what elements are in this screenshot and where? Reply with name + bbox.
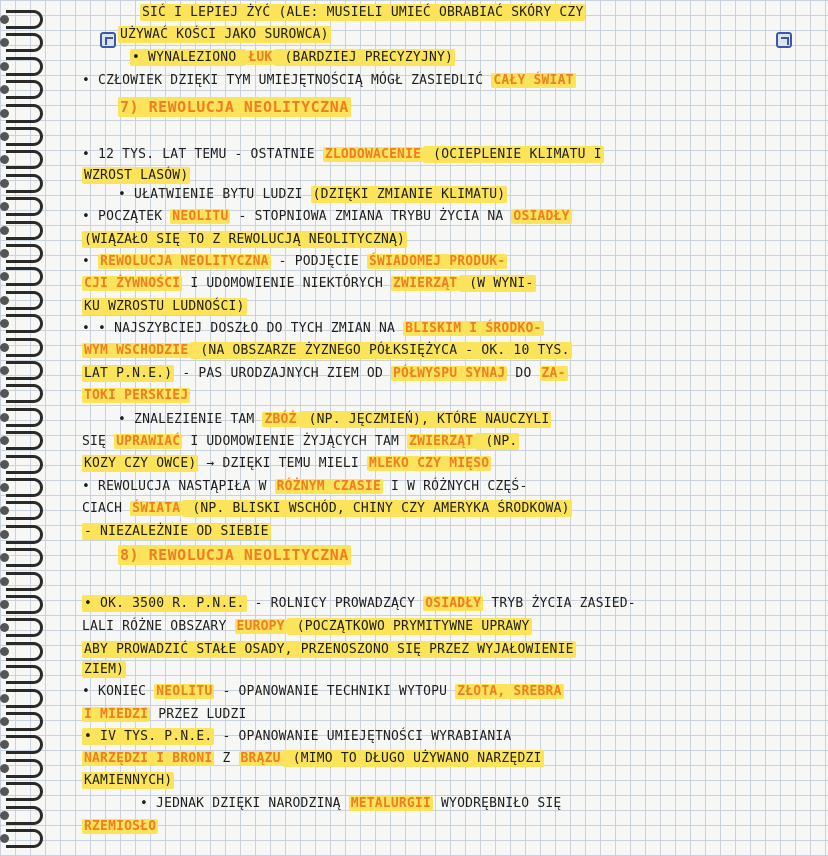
keyword-highlight: ZBÓŻ — [264, 412, 297, 427]
note-text: SIĘ — [82, 434, 115, 449]
spiral-ring — [6, 735, 43, 754]
note-text: PRZEZ LUDZI — [150, 707, 247, 722]
spiral-ring — [6, 408, 43, 427]
spiral-ring — [6, 33, 43, 52]
note-text: • — [82, 254, 99, 269]
spiral-ring — [6, 665, 43, 684]
keyword-highlight: BRĄZU — [240, 751, 281, 766]
note-text: • REWOLUCJA NASTĄPIŁA W — [82, 479, 275, 494]
note-line — [140, 795, 561, 813]
note-line — [82, 523, 271, 541]
note-line — [82, 641, 576, 659]
note-line — [140, 4, 585, 22]
note-line — [82, 298, 247, 316]
spiral-ring — [6, 197, 43, 216]
note-text: - PAS URODZAJNYCH ZIEM OD — [174, 366, 392, 381]
keyword-highlight: OSIADŁY — [425, 596, 482, 611]
expand-corner-icon-left[interactable] — [100, 32, 116, 48]
keyword-highlight: CJI ŻYWNOŚCI — [84, 276, 181, 291]
highlighted-text: (BARDZIEJ PRECYZYJNY) — [276, 50, 454, 65]
keyword-highlight: RÓŻNYM CZASIE — [276, 479, 381, 494]
note-text: • KONIEC — [82, 684, 155, 699]
note-text: - PODJĘCIE — [270, 254, 367, 269]
highlighted-text: UŻYWAĆ KOŚCI JAKO SUROWCA) — [120, 27, 329, 42]
note-line — [130, 49, 455, 67]
note-line — [82, 500, 572, 518]
keyword-highlight: NEOLITU — [156, 684, 213, 699]
spiral-ring — [6, 338, 43, 357]
spiral-ring — [6, 80, 43, 99]
note-text: → DZIĘKI TEMU MIELI — [198, 456, 367, 471]
keyword-highlight: REWOLUCJA NEOLITYCZNA — [100, 254, 269, 269]
highlighted-text: (NP. — [477, 434, 518, 449]
spiral-ring — [6, 150, 43, 169]
spiral-ring — [6, 525, 43, 544]
note-text: • UŁATWIENIE BYTU LUDZI — [118, 187, 311, 202]
highlighted-text: WZROST LASÓW) — [84, 168, 189, 183]
spiral-ring — [6, 314, 43, 333]
spiral-ring — [6, 712, 43, 731]
keyword-highlight: UPRAWIAĆ — [116, 434, 181, 449]
note-line — [82, 433, 519, 451]
keyword-highlight: I MIEDZI — [84, 707, 149, 722]
keyword-highlight: ZA- — [541, 366, 566, 381]
section-heading-8: 8) REWOLUCJA NEOLITYCZNA — [120, 546, 349, 564]
highlighted-text: KAMIENNYCH) — [84, 773, 173, 788]
spiral-ring — [6, 221, 43, 240]
spiral-ring — [6, 455, 43, 474]
note-text: - ROLNICY PROWADZĄCY — [246, 596, 424, 611]
note-text: • ZNALEZIENIE TAM — [118, 412, 263, 427]
spiral-ring — [6, 548, 43, 567]
keyword-highlight: EUROPY — [236, 619, 285, 634]
keyword-highlight: WYM WSCHODZIE — [84, 343, 189, 358]
spiral-ring — [6, 127, 43, 146]
keyword-highlight: OSIADŁY — [513, 209, 570, 224]
spiral-ring — [6, 501, 43, 520]
spiral-ring — [6, 595, 43, 614]
note-text: - OPANOWANIE TECHNIKI WYTOPU — [214, 684, 456, 699]
note-text: • JEDNAK DZIĘKI NARODZINĄ — [140, 796, 349, 811]
note-line — [82, 208, 572, 226]
note-line — [82, 478, 527, 496]
spiral-ring — [6, 689, 43, 708]
note-line — [82, 772, 174, 790]
highlighted-text: ABY PROWADZIĆ STAŁE OSADY, PRZENOSZONO SIĘ PRZEZ WYJAŁOWIENIE — [84, 642, 574, 657]
keyword-highlight: ZWIERZĄT — [409, 434, 474, 449]
note-line — [82, 231, 407, 249]
note-text: DO — [507, 366, 540, 381]
highlighted-text: • OK. 3500 R. P.N.E. — [84, 596, 245, 611]
keyword-highlight: ŁUK — [248, 50, 273, 65]
note-line — [82, 455, 491, 473]
keyword-highlight: NEOLITU — [172, 209, 229, 224]
note-line — [82, 365, 568, 383]
keyword-highlight: NARZĘDZI I BRONI — [84, 751, 213, 766]
spiral-ring — [6, 431, 43, 450]
highlighted-text: • IV TYS. P.N.E. — [84, 729, 213, 744]
keyword-highlight: ŚWIATA — [132, 501, 181, 516]
note-text: - STOPNIOWA ZMIANA TRYBU ŻYCIA NA — [230, 209, 512, 224]
note-text: • • NAJSZYBCIEJ DOSZŁO DO TYCH ZMIAN NA — [82, 321, 404, 336]
spiral-ring — [6, 572, 43, 591]
highlighted-text: (MIMO TO DŁUGO UŻYWANO NARZĘDZI — [284, 751, 542, 766]
note-line — [82, 818, 158, 836]
note-line — [82, 618, 532, 636]
note-text: • CZŁOWIEK DZIĘKI TYM UMIEJĘTNOŚCIĄ MÓGŁ ZASIEDLIĆ — [82, 73, 492, 88]
spiral-ring — [6, 361, 43, 380]
highlighted-text: KU WZROSTU LUDNOŚCI) — [84, 299, 245, 314]
spiral-ring — [6, 10, 43, 29]
note-line — [82, 146, 604, 164]
note-text: TRYB ŻYCIA ZASIED- — [483, 596, 636, 611]
highlighted-text: (NA OBSZARZE ŻYZNEGO PÓŁKSIĘŻYCA - OK. 10 TYS. — [192, 343, 570, 358]
spiral-ring — [6, 57, 43, 76]
note-line — [82, 728, 511, 746]
note-text: • 12 TYS. LAT TEMU - OSTATNIE — [82, 147, 323, 162]
highlighted-text: (NP. JĘCZMIEŃ), KTÓRE NAUCZYLI — [300, 412, 550, 427]
highlighted-text: LAT P.N.E.) — [84, 366, 173, 381]
keyword-highlight: TOKI PERSKIEJ — [84, 388, 189, 403]
note-text: Z — [214, 751, 239, 766]
note-text: CIACH — [82, 501, 131, 516]
spiral-ring — [6, 806, 43, 825]
note-line — [82, 387, 190, 405]
note-text: • POCZĄTEK — [82, 209, 171, 224]
note-line — [82, 167, 190, 185]
spiral-ring — [6, 759, 43, 778]
keyword-highlight: CAŁY ŚWIAT — [493, 73, 574, 88]
note-line — [82, 72, 576, 90]
note-text: I W RÓŻNYCH CZĘŚ- — [383, 479, 528, 494]
spiral-ring — [6, 244, 43, 263]
spiral-ring — [6, 618, 43, 637]
keyword-highlight: ZWIERZĄT — [393, 276, 458, 291]
highlighted-text: (DZIĘKI ZMIANIE KLIMATU) — [312, 187, 506, 202]
spiral-ring — [6, 782, 43, 801]
note-line — [118, 411, 551, 429]
keyword-highlight: RZEMIOSŁO — [84, 819, 157, 834]
keyword-highlight: MLEKO CZY MIĘSO — [368, 456, 490, 471]
keyword-highlight: ŚWIADOMEJ PRODUK- — [368, 254, 506, 269]
note-text: I UDOMOWIENIE ŻYJĄCYCH TAM — [182, 434, 408, 449]
highlighted-text: ZIEM) — [84, 662, 125, 677]
note-line — [82, 750, 544, 768]
note-text: LALI RÓŻNE OBSZARY — [82, 619, 235, 634]
highlighted-text: • WYNALEZIONO — [132, 50, 245, 65]
highlighted-text: (NP. BLISKI WSCHÓD, CHINY CZY AMERYKA ŚRODKOWA) — [184, 501, 570, 516]
keyword-highlight: ZLODOWACENIE — [324, 147, 422, 162]
highlighted-text: (POCZĄTKOWO PRYMITYWNE UPRAWY — [288, 619, 530, 634]
highlighted-text: SIĆ I LEPIEJ ŻYĆ (ALE: MUSIELI UMIEĆ OBRABIAĆ SKÓRY CZY — [142, 5, 584, 20]
note-line — [82, 253, 507, 271]
keyword-highlight: BLISKIM I ŚRODKO- — [405, 321, 542, 336]
note-text: WYODRĘBNIŁO SIĘ — [432, 796, 562, 811]
spiral-ring — [6, 478, 43, 497]
note-line — [82, 706, 247, 724]
note-text: - OPANOWANIE UMIEJĘTNOŚCI WYRABIANIA — [214, 729, 512, 744]
highlighted-text: (W WYNI- — [461, 276, 534, 291]
highlighted-text: (WIĄZAŁO SIĘ TO Z REWOLUCJĄ NEOLITYCZNĄ) — [84, 232, 406, 247]
note-line — [118, 26, 331, 44]
spiral-ring — [6, 829, 43, 848]
note-line — [82, 320, 544, 338]
highlighted-text: KOZY CZY OWCE) — [84, 456, 197, 471]
highlighted-text: - NIEZALEŻNIE OD SIEBIE — [84, 524, 269, 539]
spiral-ring — [6, 104, 43, 123]
keyword-highlight: ZŁOTA, SREBRA — [457, 684, 562, 699]
note-line — [82, 683, 564, 701]
spiral-ring — [6, 291, 43, 310]
note-line — [82, 275, 536, 293]
note-line — [82, 342, 572, 360]
spiral-ring — [6, 267, 43, 286]
highlighted-text: (OCIEPLENIE KLIMATU I — [425, 147, 602, 162]
note-line — [82, 661, 126, 679]
note-text: I UDOMOWIENIE NIEKTÓRYCH — [182, 276, 392, 291]
spiral-ring — [6, 384, 43, 403]
note-line — [82, 595, 636, 613]
spiral-ring — [6, 174, 43, 193]
note-line — [118, 186, 507, 204]
keyword-highlight: PÓŁWYSPU SYNAJ — [393, 366, 506, 381]
expand-corner-icon-right[interactable] — [776, 32, 792, 48]
spiral-ring — [6, 642, 43, 661]
section-heading-7: 7) REWOLUCJA NEOLITYCZNA — [120, 98, 349, 116]
keyword-highlight: METALURGII — [350, 796, 431, 811]
